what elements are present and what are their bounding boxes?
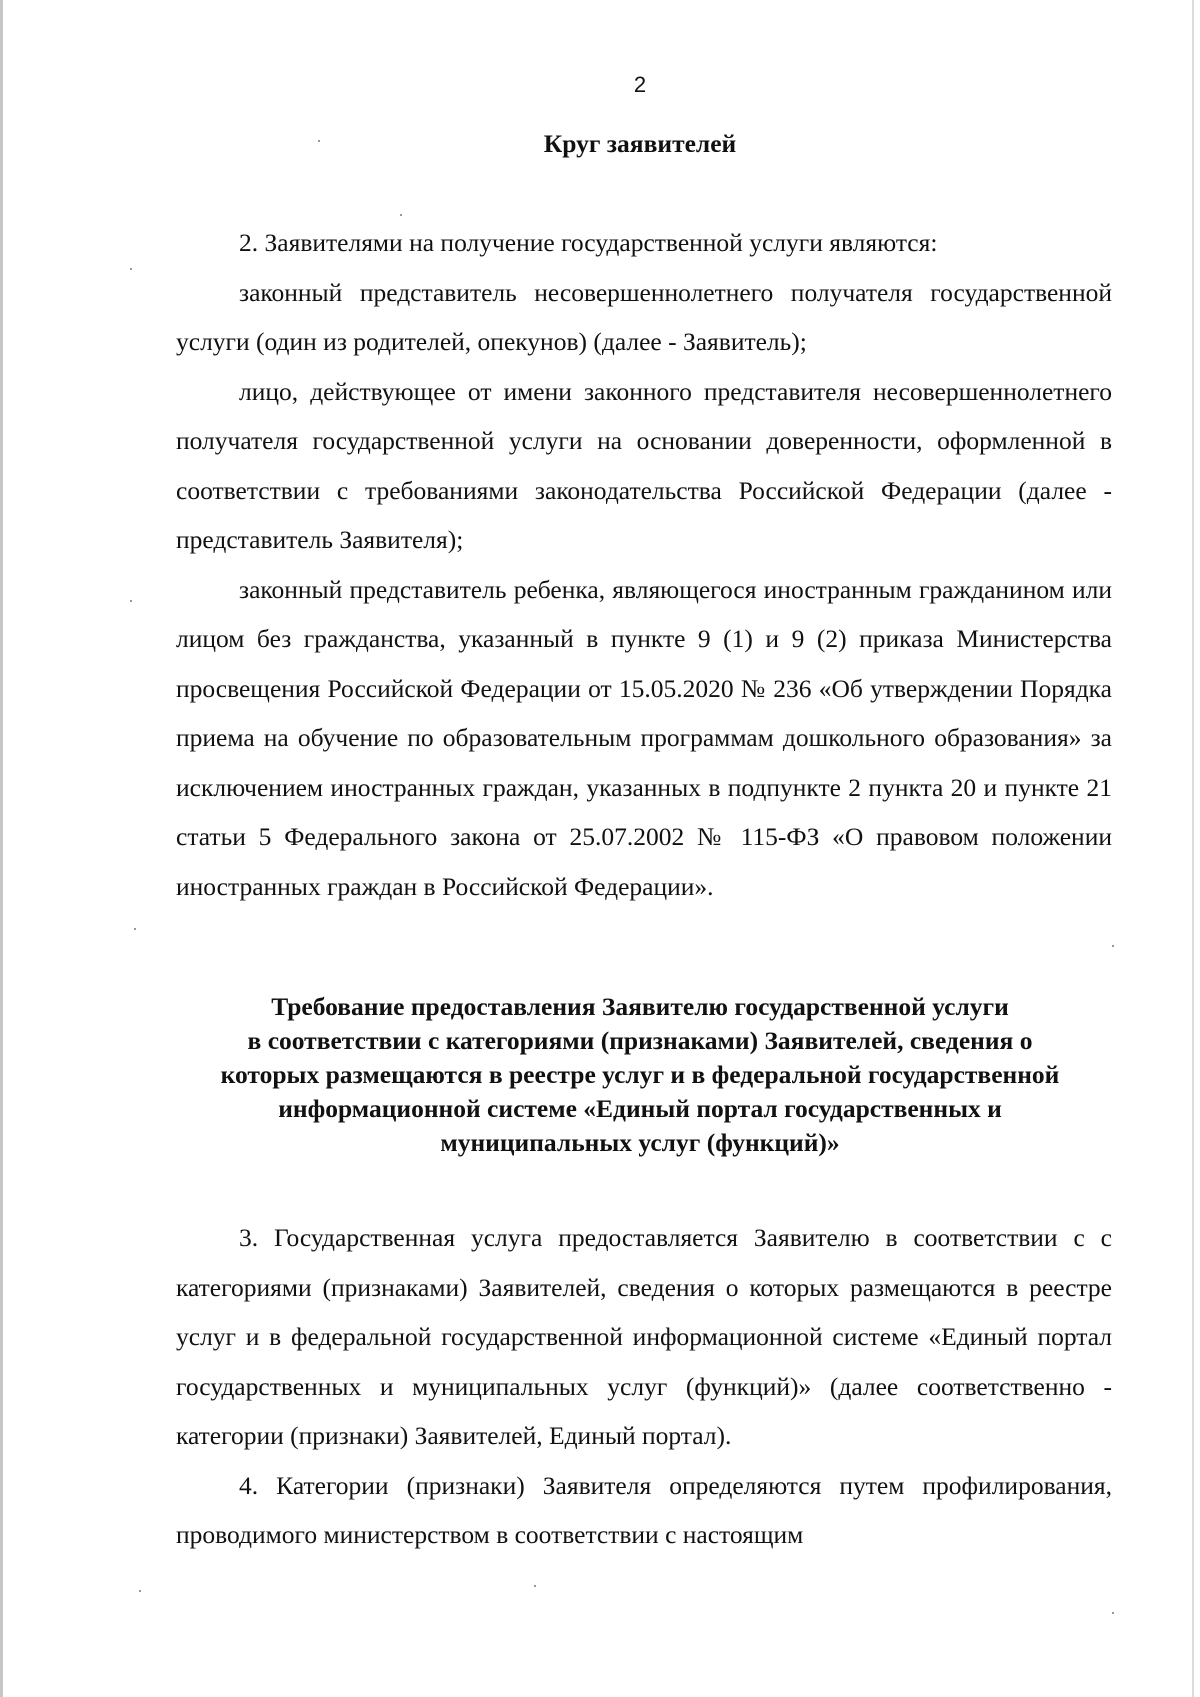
heading-line-1: Требование предоставления Заявителю государственной услуги	[271, 992, 1009, 1021]
scan-speck	[318, 140, 320, 142]
heading-line-5: муниципальных услуг (функций)»	[440, 1128, 840, 1157]
applicants-section	[176, 218, 1112, 911]
paragraph-2: 2. Заявителями на получение государственной услуги являются:	[239, 228, 938, 257]
scan-right-edge	[1192, 0, 1194, 1697]
scan-speck	[1112, 1612, 1114, 1614]
section-heading-requirements	[160, 990, 1120, 1160]
heading-line-3: которых размещаются в реестре услуг и в федеральной государственной	[220, 1060, 1060, 1089]
scan-speck	[1112, 945, 1114, 947]
paragraph-3: 3. Государственная услуга предоставляется Заявителю в соответствии с с категориями (признаками) Заявителей, сведения о которых размещаются в реестре услуг и в федеральной государственной информационной системе «Единый портал государственных и муниципальных услуг (функций)» (далее соответственно - категории (признаки) Заявителей, Единый портал).	[176, 1223, 1112, 1450]
scan-speck	[139, 1590, 141, 1592]
paragraph-legal-representative: законный представитель несовершеннолетнего получателя государственной услуги (один из родителей, опекунов) (далее - Заявитель);	[176, 277, 1112, 356]
scan-speck	[130, 268, 132, 270]
heading-line-2: в соответствии с категориями (признаками) Заявителей, сведения о	[247, 1026, 1033, 1055]
paragraph-authorized-person: лицо, действующее от имени законного представителя несовершеннолетнего получателя государственной услуги на основании доверенности, оформленной в соответствии с требованиями законодательства Российской Федерации (далее - представитель Заявителя);	[176, 376, 1112, 554]
paragraph-foreign-child-representative: законный представитель ребенка, являющегося иностранным гражданином или лицом без гражданства, указанный в пункте 9 (1) и 9 (2) приказа Министерства просвещения Российской Федерации от 15.05.2020 № 236 «Об утверждении Порядка приема на обучение по образовательным программам дошкольного образования» за исключением иностранных граждан, указанных в подпункте 2 пункта 20 и пункте 21 статьи 5 Федерального закона от 25.07.2002 № 115-ФЗ «О правовом положении иностранных граждан в Российской Федерации».	[176, 574, 1112, 901]
page-number: 2	[633, 72, 647, 97]
scan-speck	[534, 1585, 536, 1587]
scan-speck	[400, 214, 402, 216]
scan-left-edge	[0, 0, 3, 1697]
heading-line-4: информационной системе «Единый портал государственных и	[278, 1094, 1002, 1123]
paragraph-4: 4. Категории (признаки) Заявителя определяются путем профилирования, проводимого министерством в соответствии с настоящим	[176, 1470, 1112, 1549]
requirements-section	[176, 1213, 1112, 1560]
scan-speck	[134, 928, 136, 930]
section-heading-applicants: Круг заявителей	[543, 129, 737, 158]
scan-speck	[130, 600, 132, 602]
